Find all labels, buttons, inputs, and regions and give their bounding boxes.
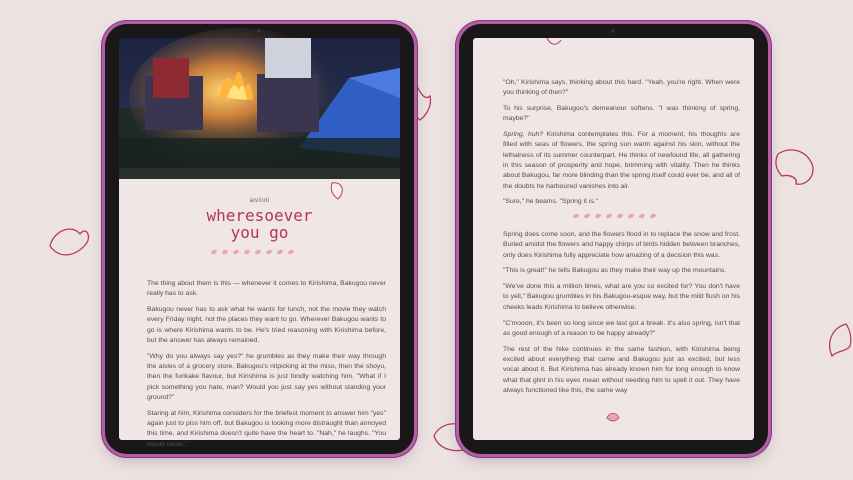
- paragraph: "C'mooon, it's been so long since we last got a break. It's also spring, isn't that as good enough of a reason to be happy already?": [503, 319, 740, 337]
- petal-divider: [211, 250, 294, 254]
- paragraph: To his surprise, Bakugou's demeanour softens. "I was thinking of spring, maybe?": [503, 105, 740, 123]
- italic-lead: Spring, huh?: [503, 131, 544, 139]
- paragraph: The rest of the hike continues in the same fashion, with Kirishima being excited about everything that came and Bakugou just as excited, but less vocal about it. But Kirishima has already known him for long enough to know what that glint in his eyes mean without needing him to spell it out. They have always functioned like this, the same way: [503, 345, 740, 394]
- right-story-text: [503, 78, 740, 213]
- paragraph: "This is great!" he tells Bakugou as they make their way up the mountains.: [503, 267, 727, 275]
- right-story-text-continued: [503, 230, 740, 402]
- paragraph: "We've done this a million times, what are you so excited for? You don't have to yell," Bakugou grumbles in his Bakugou-esque way, but the mild flush on his cheeks leads Kirishima to believe otherwise.: [503, 283, 740, 311]
- paragraph: Staring at him, Kirishima considers for the briefest moment to answer him "yes" again just to piss him off, but Bakugou is looking more distraught than annoyed this time, and Kirishima doesn't quite have the heart to. "Nah," he laughs. "You would never.": [147, 409, 386, 448]
- camera-icon: [611, 29, 615, 33]
- paragraph: Bakugou never has to ask what he wants for lunch, not the movie they watch every Friday night, not the places they want to go. Wherever Bakugou wants to go is where Kirishima wants to be. He's tried reasoning with Kirishima before, but the answer has always remained.: [147, 306, 386, 344]
- story-title-line2: you go: [230, 223, 289, 242]
- petal-icon: [545, 36, 563, 48]
- paragraph: "Sure," he beams. "Spring it is.": [503, 198, 599, 206]
- petal-icon: [46, 222, 92, 262]
- paragraph: The thing about them is this — whenever it comes to Kirishima, Bakugou never really has to ask.: [147, 280, 386, 298]
- image-shadow-strip: [119, 168, 400, 179]
- story-title: [119, 207, 400, 241]
- italic-rest: Kirishima contemplates this. For a moment, his thoughts are filled with seas of flowers, the spring sun warm against his skin, without the lethalness of its summer counterpart. He thinks of newfound life, all gathering in this season of prosperity and hope, brimming with vitality. Then he thinks about Bakugou, far more blinding than the spring itself could ever be, and all of the doubts he harboured vanishes into air.: [503, 131, 740, 190]
- petal-icon: [605, 412, 621, 424]
- left-tablet: [105, 24, 414, 454]
- campfire-illustration: [119, 38, 400, 168]
- left-screen[interactable]: [119, 38, 400, 448]
- petal-icon: [822, 320, 852, 360]
- petal-icon: [772, 144, 818, 190]
- left-story-text: [147, 279, 386, 455]
- author-name: aiviloti: [249, 198, 270, 204]
- paragraph: [503, 130, 740, 192]
- right-tablet: [459, 24, 768, 454]
- paragraph: "Oh," Kirishima says, thinking about this hard. "Yeah, you're right. When were you thinking of then?": [503, 79, 740, 97]
- right-screen[interactable]: [473, 38, 754, 440]
- paragraph: Spring does come soon, and the flowers flood in to replace the snow and frost. Buried amidst the flowers and happy chirps of birds hidden between branches, only does Kirishima fully appreciate how amazing of a decision this was.: [503, 231, 740, 259]
- petal-divider: [573, 214, 656, 218]
- paragraph: "Why do you always say yes?" he grumbles as they make their way through the aisles of a grocery store. Bakugou's nitpicking at the miso, then the shoyu, then the furikake flavour, but Kirishima is just fondly watching him. "What if I pick something you hate, man? Would you just say yes without standing your ground?": [147, 352, 386, 401]
- story-title-line1: wheresoever: [206, 206, 313, 225]
